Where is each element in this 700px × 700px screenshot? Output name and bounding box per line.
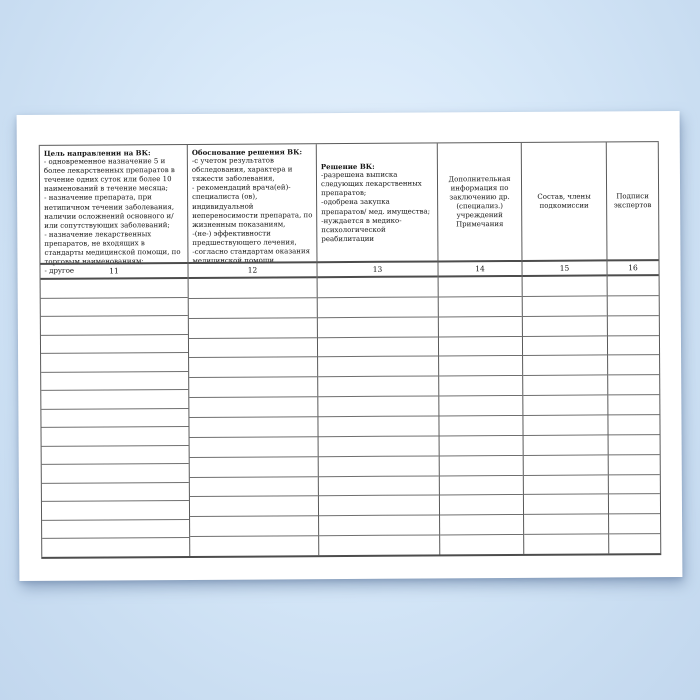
empty-row	[523, 296, 607, 316]
empty-row	[189, 358, 317, 379]
column-number: 11	[40, 262, 187, 280]
table-column-15	[522, 142, 610, 554]
empty-row	[609, 514, 660, 534]
empty-row	[523, 396, 607, 416]
empty-row	[609, 534, 660, 553]
empty-row	[609, 475, 660, 495]
empty-row	[41, 409, 188, 428]
column-number: 15	[522, 259, 606, 277]
empty-row	[523, 336, 607, 356]
column-header-text: -нуждается в медико-психологической реабилитации	[321, 216, 402, 243]
empty-row	[439, 317, 522, 337]
empty-row	[189, 318, 317, 339]
empty-row	[42, 520, 189, 539]
empty-row	[319, 536, 439, 556]
column-header-13	[317, 143, 438, 261]
empty-row	[609, 435, 660, 455]
column-header-text: -согласно стандартам оказания медицинской помощи	[192, 247, 311, 266]
empty-row	[190, 497, 318, 518]
empty-row	[524, 455, 608, 475]
empty-row	[523, 376, 607, 396]
empty-row	[318, 317, 438, 338]
empty-row	[190, 477, 318, 498]
column-header-15	[522, 142, 607, 260]
empty-row	[439, 277, 522, 297]
empty-row	[608, 336, 659, 356]
document-paper	[17, 111, 683, 581]
empty-row	[608, 296, 659, 316]
empty-row	[42, 464, 189, 483]
empty-row	[318, 277, 438, 298]
empty-row	[524, 535, 608, 554]
column-header-text: - назначение лекарственных препаратов, не входящих в стандарты медицинской помощи, по торговым наименованиям;	[44, 230, 181, 266]
empty-row	[608, 356, 659, 376]
column-header-text: -разрешена выписка следующих лекарственных препаратов;	[320, 170, 422, 198]
empty-row	[318, 337, 438, 358]
empty-row	[609, 455, 660, 475]
empty-row	[439, 297, 522, 317]
empty-row	[524, 475, 608, 495]
empty-row	[318, 377, 438, 398]
empty-row	[523, 316, 607, 336]
column-header-text: - назначение препарата, при нетипичном течении заболевания, наличии осложнений основного и/или сопутствующих заболеваний;	[44, 193, 175, 230]
empty-row	[439, 396, 522, 416]
empty-row	[189, 298, 317, 319]
empty-row	[440, 456, 523, 476]
empty-row	[190, 437, 318, 458]
vk-table	[39, 141, 662, 559]
empty-row	[318, 397, 438, 418]
empty-row	[189, 397, 317, 418]
empty-row	[41, 353, 188, 372]
empty-row	[41, 335, 188, 354]
empty-row	[319, 456, 439, 477]
table-column-11	[39, 145, 191, 557]
column-title: Обоснование решения ВК:	[191, 147, 303, 157]
empty-row	[41, 298, 188, 317]
empty-row	[523, 415, 607, 435]
table-column-16	[607, 142, 662, 553]
empty-row	[524, 495, 608, 515]
column-header-text: Подписи экспертов	[613, 192, 652, 210]
empty-row	[319, 496, 439, 517]
empty-row	[440, 476, 523, 496]
column-number: 12	[188, 261, 316, 279]
empty-row	[524, 435, 608, 455]
column-header-12	[188, 144, 317, 266]
empty-row	[190, 536, 318, 556]
empty-row	[189, 377, 317, 398]
empty-row	[523, 276, 607, 296]
column-header-text: - рекомендаций врача(ей)-специалиста (ов), индивидуальной непереносимости препарата, по жизненным показаниям,	[192, 183, 313, 229]
column-title: Цель направлении на ВК:	[43, 148, 151, 158]
column-body	[41, 279, 190, 557]
table-column-13	[317, 143, 441, 555]
empty-row	[41, 316, 188, 335]
column-title: Решение ВК:	[320, 161, 375, 172]
empty-row	[318, 357, 438, 378]
empty-row	[439, 337, 522, 357]
empty-row	[439, 416, 522, 436]
column-body	[439, 277, 524, 555]
empty-row	[440, 495, 523, 515]
column-header-text: -одобрена закупка препаратов/ мед. имущества;	[321, 198, 431, 216]
empty-row	[608, 276, 659, 296]
empty-row	[439, 356, 522, 376]
column-header-text: -с учетом результатов обследования, характера и тяжести заболевания,	[191, 156, 293, 184]
column-header-text: Состав, члены подкомиссии	[537, 192, 591, 210]
column-header-text: -(не-) эффективности предшествующего лечения,	[192, 229, 297, 247]
empty-row	[608, 415, 659, 435]
column-number: 14	[438, 260, 521, 278]
empty-row	[318, 416, 438, 437]
empty-row	[190, 517, 318, 538]
empty-row	[608, 375, 659, 395]
empty-row	[42, 483, 189, 502]
table-column-12	[188, 144, 320, 556]
column-header-text: - другое	[44, 266, 75, 276]
empty-row	[608, 316, 659, 336]
empty-row	[189, 417, 317, 438]
empty-row	[440, 436, 523, 456]
column-header-14	[438, 143, 522, 261]
empty-row	[318, 297, 438, 318]
column-header-text: Дополнительная информация по заключению др.(специализ.) учреждений Примечания	[448, 174, 511, 229]
empty-row	[42, 538, 189, 556]
column-body	[318, 277, 440, 555]
table-column-14	[438, 143, 525, 555]
empty-row	[439, 376, 522, 396]
empty-row	[41, 279, 188, 298]
column-number: 13	[317, 260, 437, 278]
column-header-16	[607, 142, 659, 259]
empty-row	[42, 501, 189, 520]
column-body	[523, 276, 609, 554]
empty-row	[189, 338, 317, 359]
empty-row	[189, 278, 317, 299]
column-body	[189, 278, 319, 556]
empty-row	[319, 476, 439, 497]
empty-row	[41, 372, 188, 391]
column-body	[608, 276, 661, 553]
empty-row	[42, 446, 189, 465]
empty-row	[41, 427, 188, 446]
empty-row	[190, 457, 318, 478]
empty-row	[440, 535, 523, 554]
empty-row	[524, 515, 608, 535]
empty-row	[319, 516, 439, 537]
empty-row	[523, 356, 607, 376]
empty-row	[608, 395, 659, 415]
empty-row	[440, 515, 523, 535]
empty-row	[41, 390, 188, 409]
column-number: 16	[607, 259, 658, 276]
column-header-text: - одновременное назначение 5 и более лекарственных препаратов в течение одних суток или более 10 наименований в течение месяца;	[43, 157, 175, 194]
empty-row	[319, 436, 439, 457]
empty-row	[609, 495, 660, 515]
